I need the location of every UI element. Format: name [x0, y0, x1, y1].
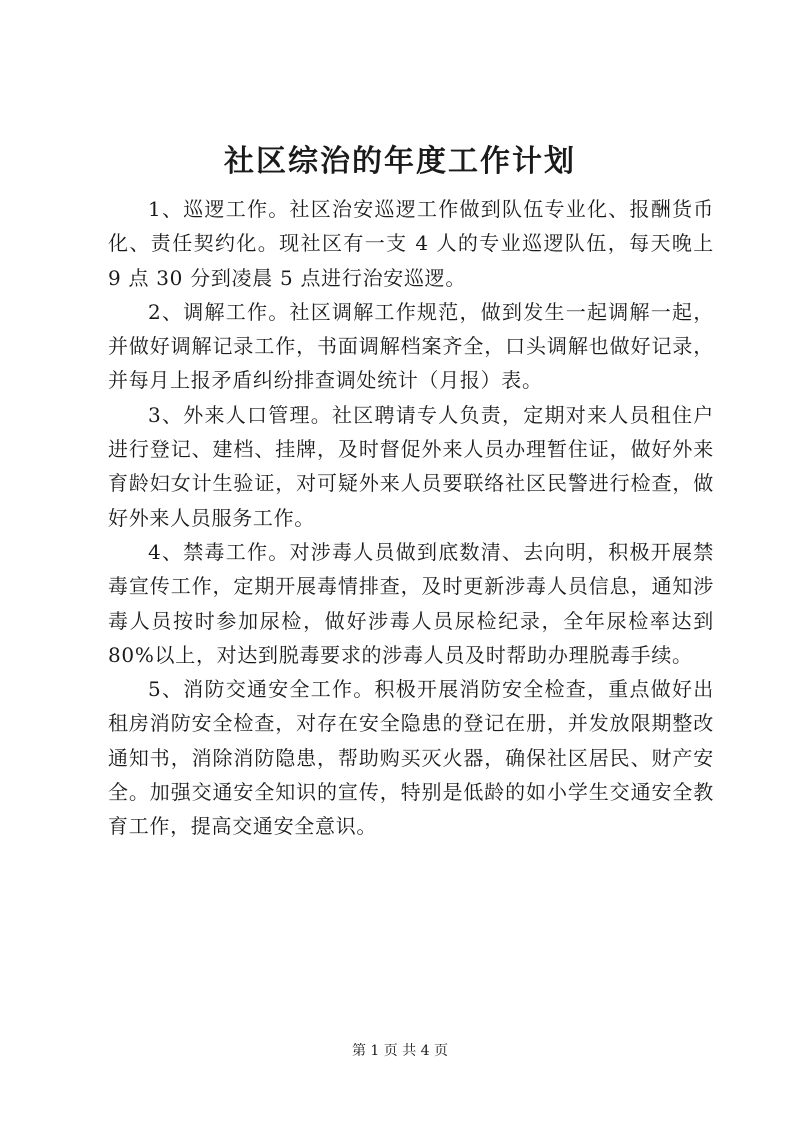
document-body: [108, 192, 714, 844]
paragraph-patrol: 1、巡逻工作。社区治安巡逻工作做到队伍专业化、报酬货币化、责任契约化。现社区有一支 4 人的专业巡逻队伍，每天晚上 9 点 30 分到凌晨 5 点进行治安巡逻。: [108, 197, 714, 290]
paragraph-migrant-management: 3、外来人口管理。社区聘请专人负责，定期对来人员租住户进行登记、建档、挂牌，及时督促外来人员办理暂住证，做好外来育龄妇女计生验证，对可疑外来人员要联络社区民警进行检查，做好外来人员服务工作。: [108, 402, 714, 530]
page-footer: 第 1 页 共 4 页: [351, 1043, 449, 1059]
document-title: 社区综治的年度工作计划: [224, 144, 576, 179]
paragraph-drug-control: 4、禁毒工作。对涉毒人员做到底数清、去向明，积极开展禁毒宣传工作，定期开展毒情排查，及时更新涉毒人员信息，通知涉毒人员按时参加尿检，做好涉毒人员尿检纪录，全年尿检率达到 80%以上，对达到脱毒要求的涉毒人员及时帮助办理脱毒手续。: [108, 539, 714, 667]
paragraph-fire-traffic-safety: 5、消防交通安全工作。积极开展消防安全检查，重点做好出租房消防安全检查，对存在安全隐患的登记在册，并发放限期整改通知书，消除消防隐患，帮助购买灭火器，确保社区居民、财产安全。加强交通安全知识的宣传，特别是低龄的如小学生交通安全教育工作，提高交通安全意识。: [108, 677, 714, 839]
paragraph-mediation: 2、调解工作。社区调解工作规范，做到发生一起调解一起，并做好调解记录工作，书面调解档案齐全，口头调解也做好记录，并每月上报矛盾纠纷排查调处统计（月报）表。: [108, 299, 714, 393]
